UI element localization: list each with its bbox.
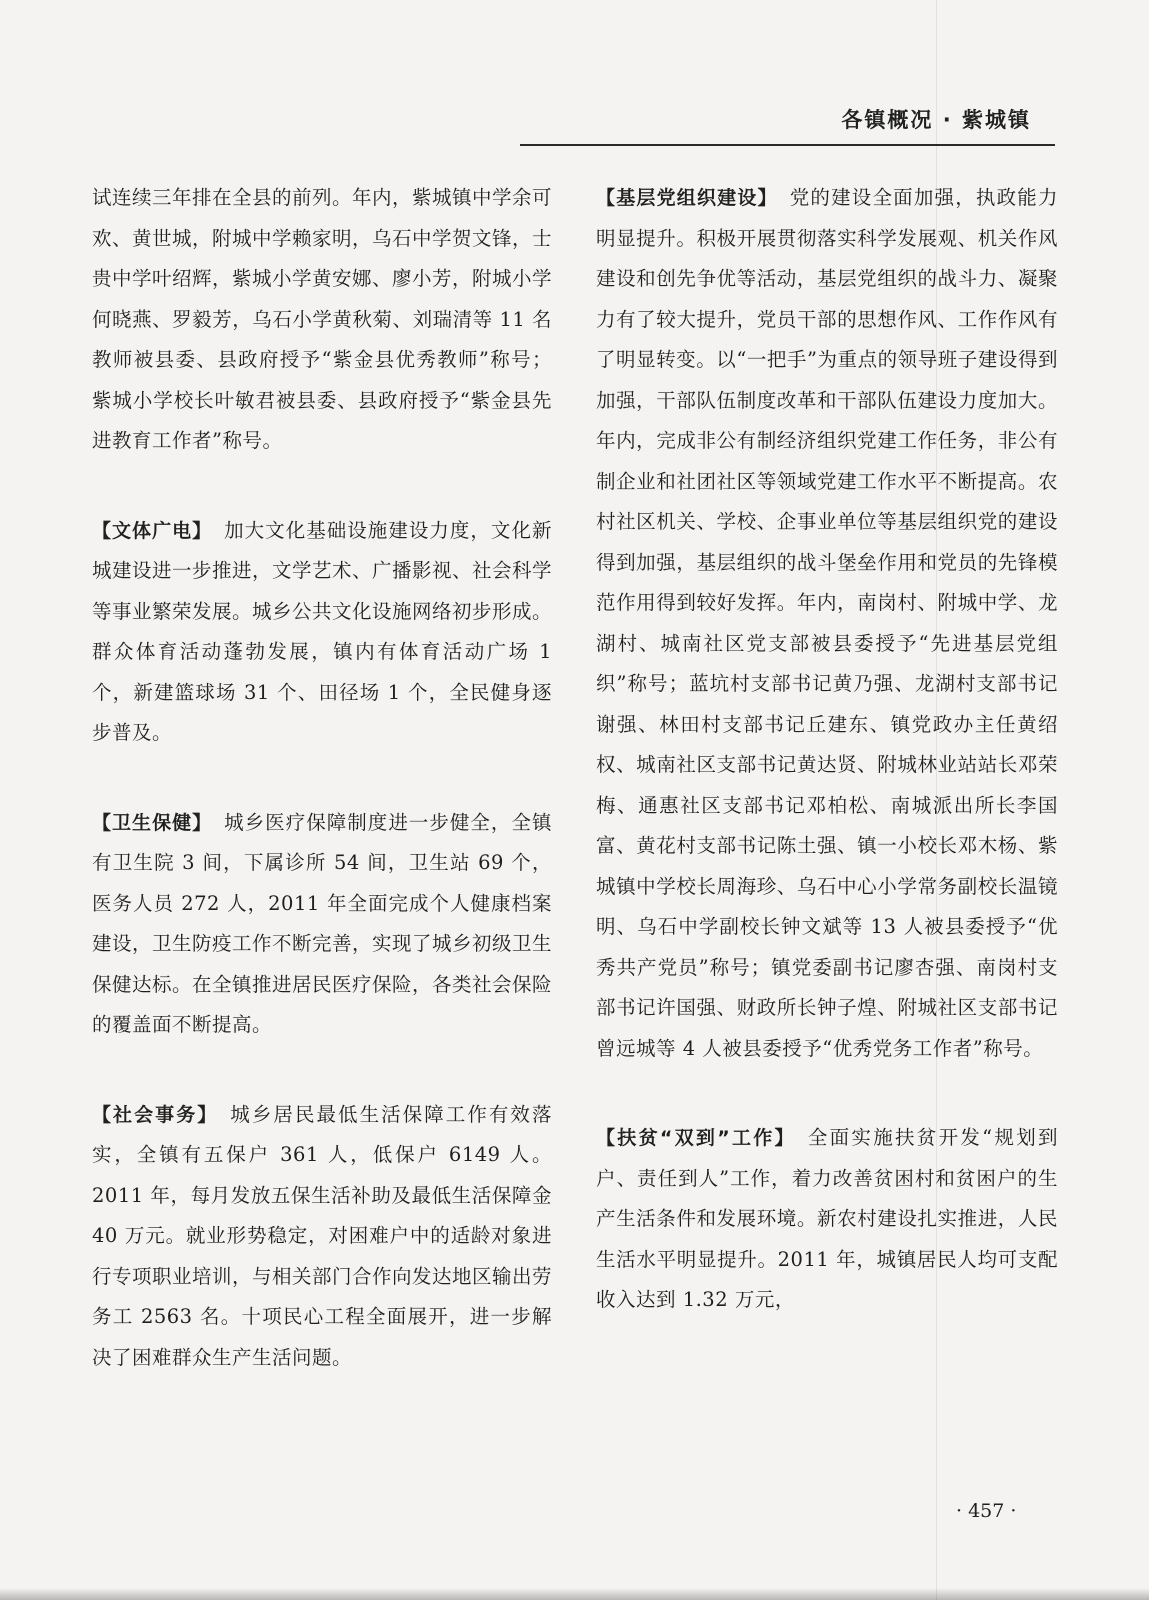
left-column <box>92 178 552 1378</box>
section-title: 【文体广电】 <box>92 519 213 542</box>
scan-edge-shadow <box>0 1588 1149 1600</box>
section-gap <box>92 1046 552 1095</box>
section-gap <box>596 1069 1058 1118</box>
section-social-affairs <box>92 1095 552 1379</box>
section-text: 全面实施扶贫开发“规划到户、责任到人”工作，着力改善贫困村和贫困户的生产生活条件和发展环境。新农村建设扎实推进，人民生活水平明显提升。2011 年，城镇居民人均可支配收入达到 1.32 万元， <box>596 1126 1058 1311</box>
section-text: 城乡医疗保障制度进一步健全，全镇有卫生院 3 间，下属诊所 54 间，卫生站 69 个，医务人员 272 人，2011 年全面完成个人健康档案建设，卫生防疫工作不断完善，实现了城乡初级卫生保健达标。在全镇推进居民医疗保险，各类社会保险的覆盖面不断提高。 <box>92 810 553 1036</box>
page-number: · 457 · <box>956 1500 1017 1522</box>
header-title: 各镇概况 · 紫城镇 <box>841 108 1031 132</box>
continued-paragraph: 试连续三年排在全县的前列。年内，紫城镇中学余可欢、黄世城，附城中学赖家明，乌石中学贺文锋，士贵中学叶绍辉，紫城小学黄安娜、廖小芳，附城小学何晓燕、罗毅芳，乌石小学黄秋菊、刘瑞清等 11 名教师被县委、县政府授予“紫金县优秀教师”称号；紫城小学校长叶敏君被县委、县政府授予“紫金县先进教育工作者”称号。 <box>92 186 553 452</box>
section-title: 【卫生保健】 <box>92 811 213 834</box>
section-gap <box>92 754 552 803</box>
section-poverty-alleviation <box>596 1118 1058 1321</box>
section-party-building <box>596 178 1058 1069</box>
section-gap <box>92 462 552 511</box>
section-text: 党的建设全面加强，执政能力明显提升。积极开展贯彻落实科学发展观、机关作风建设和创先争优等活动，基层党组织的战斗力、凝聚力有了较大提升，党员干部的思想作风、工作作风有了明显转变。以“一把手”为重点的领导班子建设得到加强，干部队伍制度改革和干部队伍建设力度加大。年内，完成非公有制经济组织党建工作任务，非公有制企业和社团社区等领域党建工作水平不断提高。农村社区机关、学校、企事业单位等基层组织党的建设得到加强，基层组织的战斗堡垒作用和党员的先锋模范作用得到较好发挥。年内，南岗村、附城中学、龙湖村、城南社区党支部被县委授予“先进基层党组织”称号；蓝坑村支部书记黄乃强、龙湖村支部书记谢强、林田村支部书记丘建东、镇党政办主任黄绍权、城南社区支部书记黄达贤、附城林业站站长邓荣梅、通惠社区支部书记邓柏松、南城派出所长李国富、黄花村支部书记陈土强、镇一小校长邓木杨、紫城镇中学校长周海珍、乌石中心小学常务副校长温镜明、乌石中学副校长钟文斌等 13 人被县委授予“优秀共产党员”称号；镇党委副书记廖杏强、南岗村支部书记许国强、财政所长钟子煌、附城社区支部书记曾远城等 4 人被县委授予“优秀党务工作者”称号。 <box>596 186 1058 1060</box>
section-title: 【社会事务】 <box>92 1103 219 1126</box>
right-column <box>596 178 1058 1321</box>
running-header <box>520 104 1055 144</box>
section-text: 城乡居民最低生活保障工作有效落实，全镇有五保户 361 人，低保户 6149 人。2011 年，每月发放五保生活补助及最低生活保障金 40 万元。就业形势稳定，对困难户中的适龄对象进行专项职业培训，与相关部门合作向发达地区输出劳务工 2563 名。十项民心工程全面展开，进一步解决了困难群众生产生活问题。 <box>92 1102 553 1369</box>
section-text: 加大文化基础设施建设力度，文化新城建设进一步推进，文学艺术、广播影视、社会科学等事业繁荣发展。城乡公共文化设施网络初步形成。群众体育活动蓬勃发展，镇内有体育活动广场 1 个，新建篮球场 31 个、田径场 1 个，全民健身逐步普及。 <box>92 518 553 744</box>
section-title: 【扶贫“双到”工作】 <box>596 1127 796 1149</box>
section-culture-sports <box>92 511 552 754</box>
header-rule <box>520 144 1055 146</box>
section-health <box>92 803 552 1046</box>
section-title: 【基层党组织建设】 <box>596 187 778 209</box>
